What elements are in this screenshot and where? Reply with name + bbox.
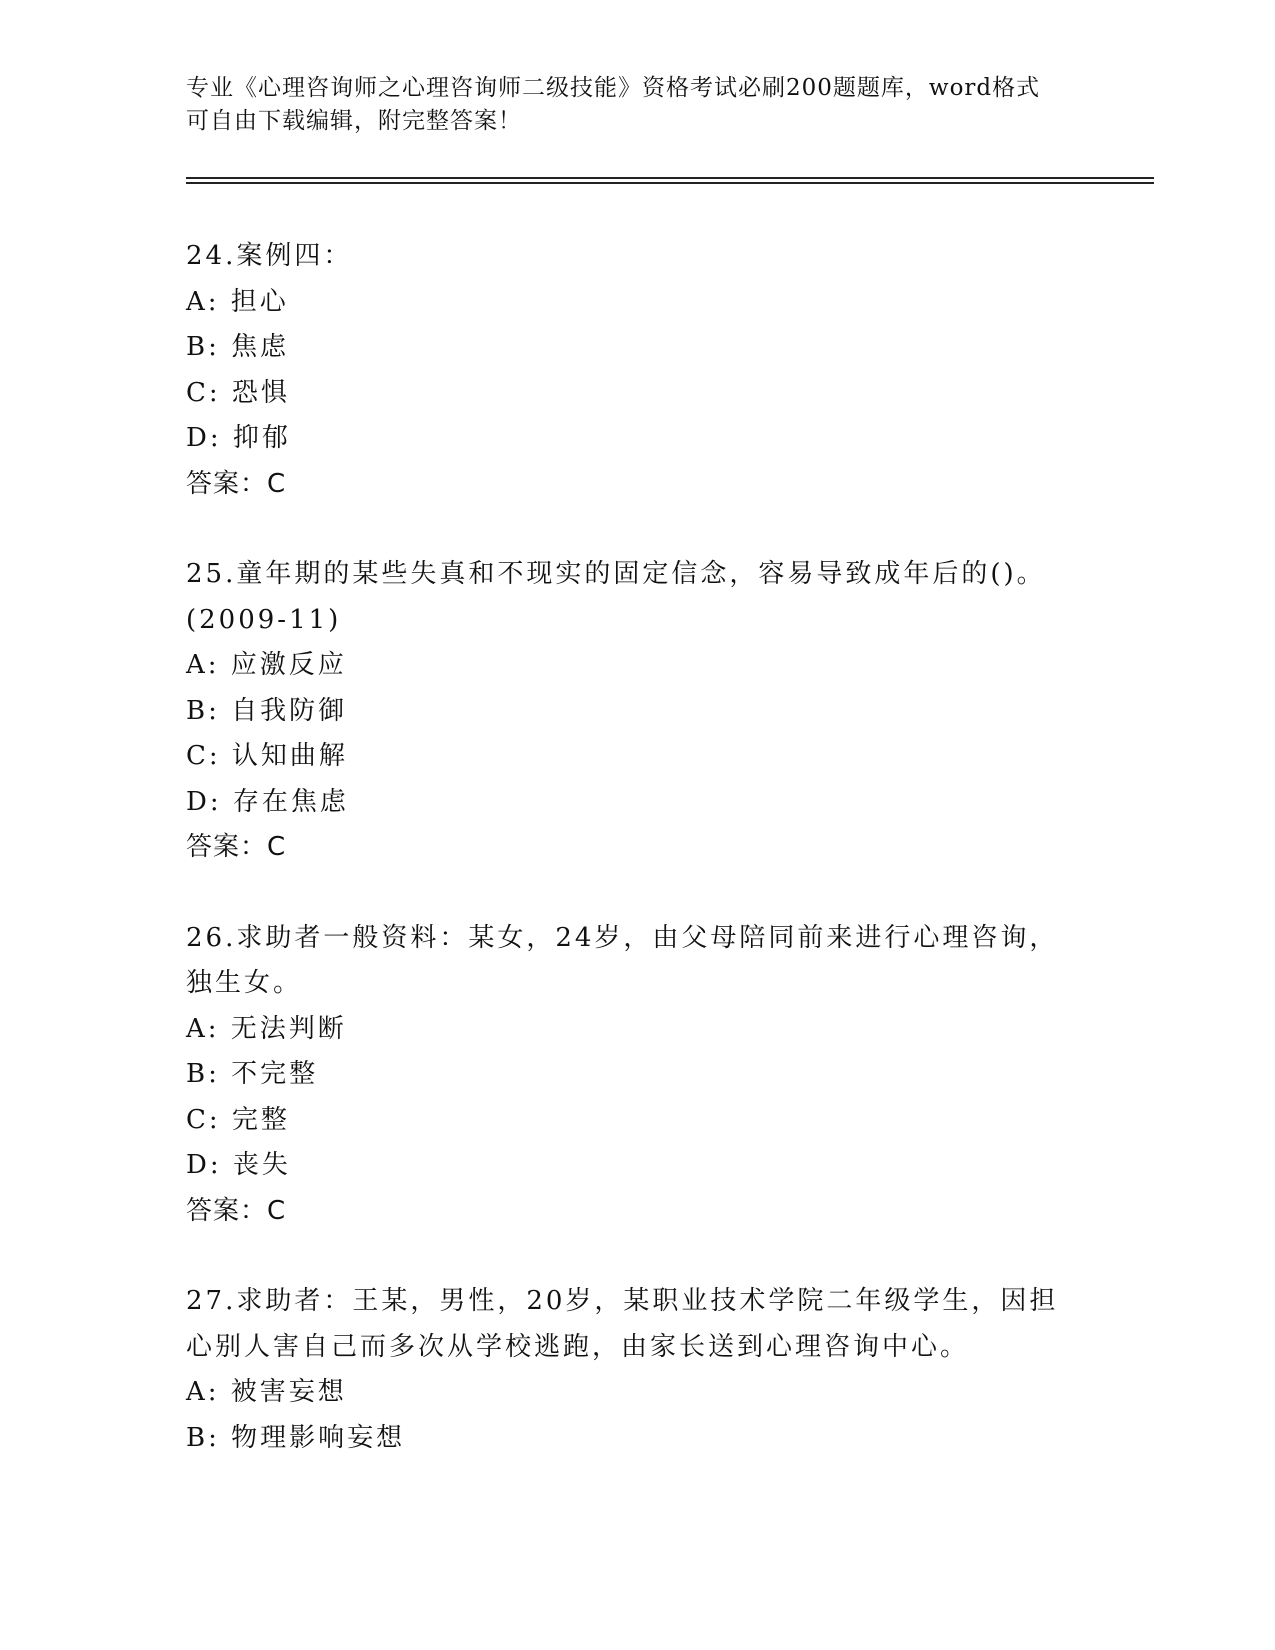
option-b: B: 自我防御 <box>186 695 348 726</box>
question-source: (2009-11) <box>186 604 342 635</box>
option-c: C: 完整 <box>186 1104 290 1135</box>
answer: 答案：C <box>186 1195 287 1226</box>
option-d: D: 抑郁 <box>186 423 291 453</box>
document-header <box>186 72 1086 138</box>
option-a: A: 被害妄想 <box>186 1377 347 1407</box>
answer: 答案：C <box>186 468 287 499</box>
header-line-1: 专业《心理咨询师之心理咨询师二级技能》资格考试必刷200题题库，word格式 <box>186 75 1041 101</box>
option-a: A: 无法判断 <box>186 1013 347 1044</box>
option-a: A: 应激反应 <box>186 650 347 680</box>
option-b: B: 不完整 <box>186 1059 319 1089</box>
option-c: C: 认知曲解 <box>186 741 348 771</box>
option-d: D: 存在焦虑 <box>186 786 349 817</box>
question-25 <box>186 552 1086 871</box>
option-c: C: 恐惧 <box>186 377 290 408</box>
question-list <box>186 234 1086 1506</box>
option-b: B: 焦虑 <box>186 332 290 362</box>
question-text: 27.求助者：王某，男性，20岁，某职业技术学院二年级学生，因担心别人害自己而多次从学校逃跑，由家长送到心理咨询中心。 <box>186 1286 1059 1362</box>
answer: 答案：C <box>186 832 287 862</box>
header-line-2: 可自由下载编辑，附完整答案！ <box>186 108 522 134</box>
question-27 <box>186 1279 1086 1461</box>
question-text: 26.求助者一般资料：某女，24岁，由父母陪同前来进行心理咨询，独生女。 <box>186 922 1059 998</box>
question-26 <box>186 916 1086 1235</box>
question-text: 24.案例四： <box>186 241 353 271</box>
question-text: 25.童年期的某些失真和不现实的固定信念，容易导致成年后的()。 <box>186 559 1046 589</box>
header-rule-bottom <box>186 182 1154 184</box>
question-24 <box>186 234 1086 507</box>
option-a: A: 担心 <box>186 286 289 317</box>
option-b: B: 物理影响妄想 <box>186 1422 406 1453</box>
option-d: D: 丧失 <box>186 1150 291 1180</box>
header-rule-top <box>186 177 1154 179</box>
